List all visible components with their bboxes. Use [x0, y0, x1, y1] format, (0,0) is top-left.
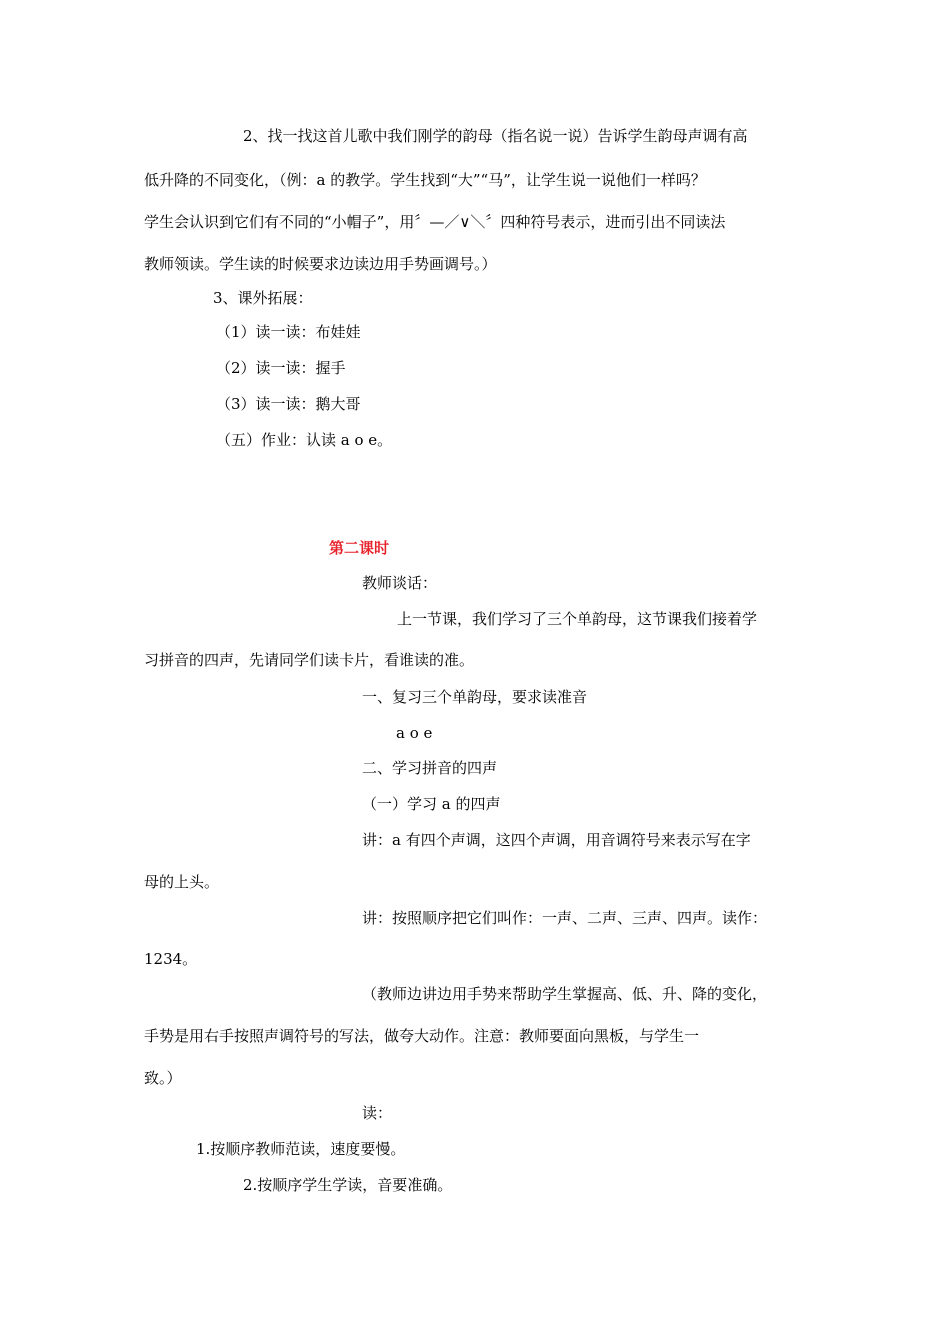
paragraph-line: 讲：a 有四个声调，这四个声调，用音调符号来表示写在字	[362, 831, 751, 849]
section-heading: 第二课时	[329, 539, 390, 557]
learn-a-title: （一）学习 a 的四声	[362, 795, 501, 813]
paragraph-line: 1234。	[144, 950, 198, 968]
read-title: 读：	[362, 1104, 393, 1122]
paragraph-line: （教师边讲边用手势来帮助学生掌握高、低、升、降的变化，	[362, 985, 768, 1003]
review-title: 一、复习三个单韵母，要求读准音	[362, 688, 588, 706]
paragraph-line: 讲：按照顺序把它们叫作：一声、二声、三声、四声。读作：	[362, 909, 768, 927]
review-letters: a o e	[396, 724, 433, 742]
extension-item: （1）读一读：布娃娃	[216, 323, 361, 341]
paragraph-line: 母的上头。	[144, 873, 220, 891]
paragraph-line: 致。）	[144, 1069, 182, 1087]
paragraph-line: 手势是用右手按照声调符号的写法，做夸大动作。注意：教师要面向黑板，与学生一	[144, 1027, 700, 1045]
learn-title: 二、学习拼音的四声	[362, 759, 498, 777]
paragraph-line: 教师领读。学生读的时候要求边读边用手势画调号。）	[144, 255, 497, 273]
teacher-talk-label: 教师谈话：	[362, 574, 438, 592]
paragraph-line: 习拼音的四声，先请同学们读卡片，看谁读的准。	[144, 651, 475, 669]
read-item: 2.按顺序学生学读，音要准确。	[243, 1176, 453, 1194]
paragraph-line: 2、找一找这首儿歌中我们刚学的韵母（指名说一说）告诉学生韵母声调有高	[243, 127, 748, 145]
paragraph-line: 低升降的不同变化，（例：a 的教学。学生找到“大”“马”，让学生说一说他们一样吗？	[144, 171, 706, 189]
extension-item: （2）读一读：握手	[216, 359, 346, 377]
extension-title: 3、课外拓展：	[213, 289, 313, 307]
extension-item: （3）读一读：鹅大哥	[216, 395, 361, 413]
homework-line: （五）作业：认读 a o e。	[216, 431, 393, 449]
read-item: 1.按顺序教师范读，速度要慢。	[196, 1140, 406, 1158]
paragraph-line: 学生会认识到它们有不同的“小帽子”，用〞—／∨＼〞四种符号表示，进而引出不同读法	[144, 213, 726, 231]
paragraph-line: 上一节课，我们学习了三个单韵母，这节课我们接着学	[397, 610, 758, 628]
